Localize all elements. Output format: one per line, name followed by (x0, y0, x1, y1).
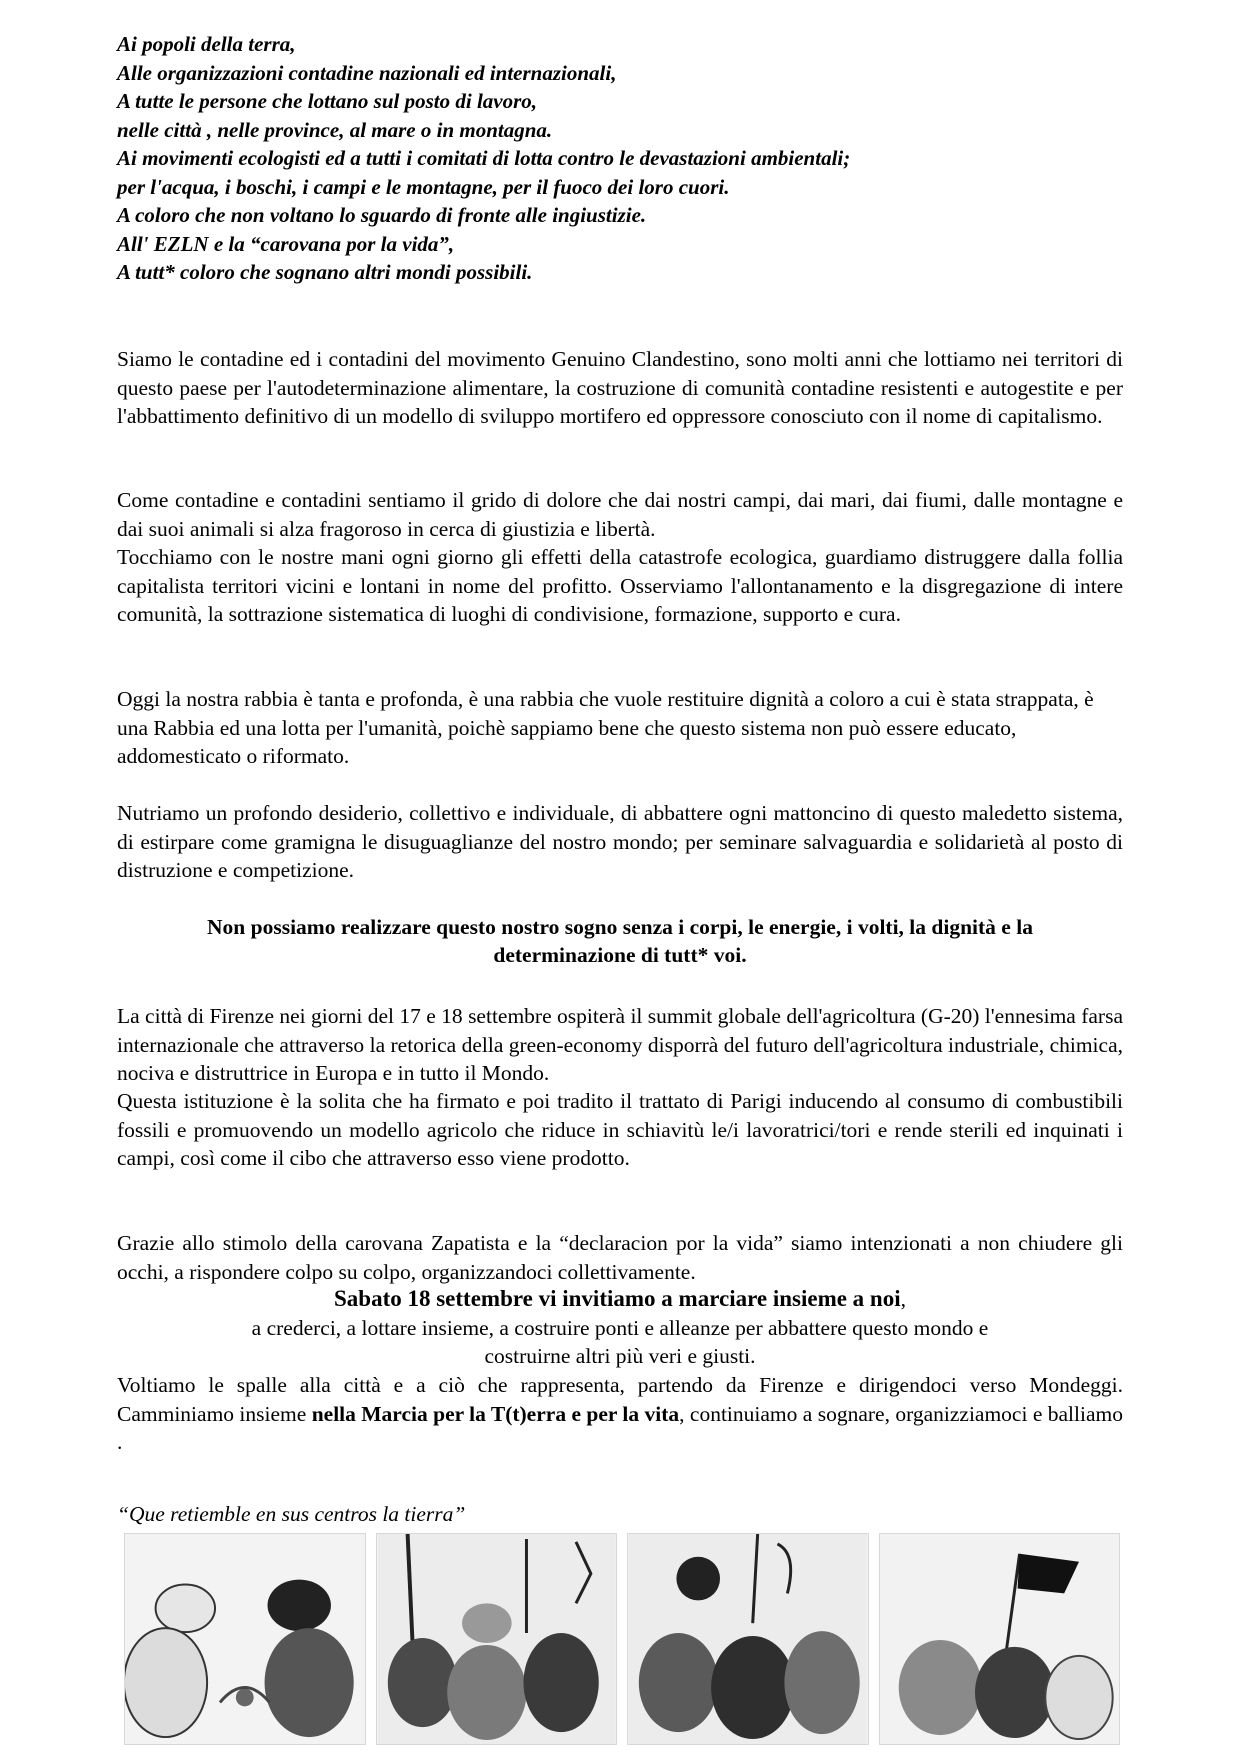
paragraph-institution: Questa istituzione è la solita che ha firmato e poi tradito il trattato di Parigi inducendo al consumo di combustibili fossili e promuovendo un modello agricolo che riduce in schiavitù le/i lavoratrici/tori e rende sterili ed inquinati i campi, così come il cibo che attraverso esso viene prodotto. (117, 1089, 1123, 1170)
paragraph-intro: Siamo le contadine ed i contadini del movimento Genuino Clandestino, sono molti anni che lottiamo nei territori di questo paese per l'autodeterminazione alimentare, la costruzione di comunità contadine resistenti e autogestite e per l'abbattimento definitivo di un modello di sviluppo mortifero ed oppressore conosciuto con il nome di capitalismo. (117, 347, 1123, 428)
emphasis-line: determinazione di tutt* voi. (493, 943, 747, 967)
paragraph-march (117, 1371, 1123, 1457)
salutation-list (117, 30, 1127, 287)
illustration-panel-sheep (124, 1533, 366, 1745)
paragraph-desire: Nutriamo un profondo desiderio, collettivo e individuale, di abbattere ogni mattoncino di questo maledetto sistema, di estirpare come gramigna le disuguaglianze del nostro mondo; per seminare salvaguardia e solidarietà al posto di distruzione e competizione. (117, 801, 1123, 882)
salutation-line: per l'acqua, i boschi, i campi e le montagne, per il fuoco dei loro cuori. (117, 174, 730, 199)
salutation-line: nelle città , nelle province, al mare o in montagna. (117, 117, 553, 142)
salutation-line: Ai movimenti ecologisti ed a tutti i comitati di lotta contro le devastazioni ambientali; (117, 146, 851, 170)
illustration-panel-flag (879, 1533, 1121, 1745)
salutation-line: All' EZLN e la “carovana por la vida”, (117, 231, 455, 256)
invite-date: Sabato 18 settembre vi invitiamo a marciare insieme a noi (333, 1286, 901, 1311)
paragraph-caravan: Grazie allo stimolo della carovana Zapatista e la “declaracion por la vida” siamo intenzionati a non chiudere gli occhi, a rispondere colpo su colpo, organizzandoci collettivamente. (117, 1231, 1123, 1284)
sheep-drawing (125, 1534, 365, 1744)
invite-comma: , (900, 1287, 906, 1311)
crowd-bear-drawing (628, 1534, 868, 1744)
paragraph-summit: La città di Firenze nei giorni del 17 e 18 settembre ospiterà il summit globale dell'agricoltura (G-20) l'ennesima farsa internazionale che attraverso la retorica della green-economy disporrà del futuro dell'agricoltura industriale, chimica, nociva e distruttrice in Europa e in tutto il Mondo. (117, 1004, 1123, 1085)
march-text: , continuiamo a sognare, organizziamoci e balliamo . (117, 1401, 1123, 1454)
illustration-panel-crowd-tools (376, 1533, 618, 1745)
salutation-line: Ai popoli della terra, (117, 32, 296, 56)
salutation-line: A tutt* coloro che sognano altri mondi possibili. (117, 260, 533, 284)
illustration-panel-crowd-bear (627, 1533, 869, 1745)
salutation-line: A coloro che non voltano lo sguardo di fronte alle ingiustizie. (117, 203, 647, 227)
emphasis-line: Non possiamo realizzare questo nostro sogno senza i corpi, le energie, i volti, la dignità e la (207, 915, 1033, 939)
salutation-line: A tutte le persone che lottano sul posto di lavoro, (117, 89, 538, 113)
illustration-strip (124, 1533, 1120, 1745)
crowd-tools-drawing (377, 1534, 617, 1744)
closing-quote: “Que retiemble en sus centros la tierra” (117, 1502, 466, 1526)
paragraph-rage: Oggi la nostra rabbia è tanta e profonda, è una rabbia che vuole restituire dignità a coloro a cui è stata strappata, è una Rabbia ed una lotta per l'umanità, poichè sappiamo bene che questo sistema non può essere educato, addomesticato o riformato. (117, 687, 1094, 768)
paragraph-cry: Come contadine e contadini sentiamo il grido di dolore che dai nostri campi, dai mari, dai fiumi, dalle montagne e dai suoi animali si alza fragoroso in cerca di giustizia e libertà. (117, 488, 1123, 541)
invite-line: costruirne altri più veri e giusti. (484, 1344, 756, 1368)
invite-line (117, 1285, 1123, 1314)
salutation-line: Alle organizzazioni contadine nazionali ed internazionali, (117, 60, 617, 85)
paragraph-ecology: Tocchiamo con le nostre mani ogni giorno gli effetti della catastrofe ecologica, guardiamo distruggere dalla follia capitalista territori vicini e lontani in nome del profitto. Osserviamo l'allontanamento e la disgregazione di intere comunità, la sottrazione sistematica di luoghi di condivisione, formazione, supporto e cura. (117, 545, 1123, 626)
march-text: Voltiamo le spalle alla città e a ciò che rappresenta, partendo da Firenze e dirigendoci verso Mondeggi. Camminiamo insieme (117, 1373, 1123, 1426)
animals-flag-drawing (880, 1534, 1120, 1744)
march-name: nella Marcia per la T(t)erra e per la vita (311, 1401, 680, 1426)
invite-line: a crederci, a lottare insieme, a costruire ponti e alleanze per abbattere questo mondo e (251, 1316, 989, 1340)
